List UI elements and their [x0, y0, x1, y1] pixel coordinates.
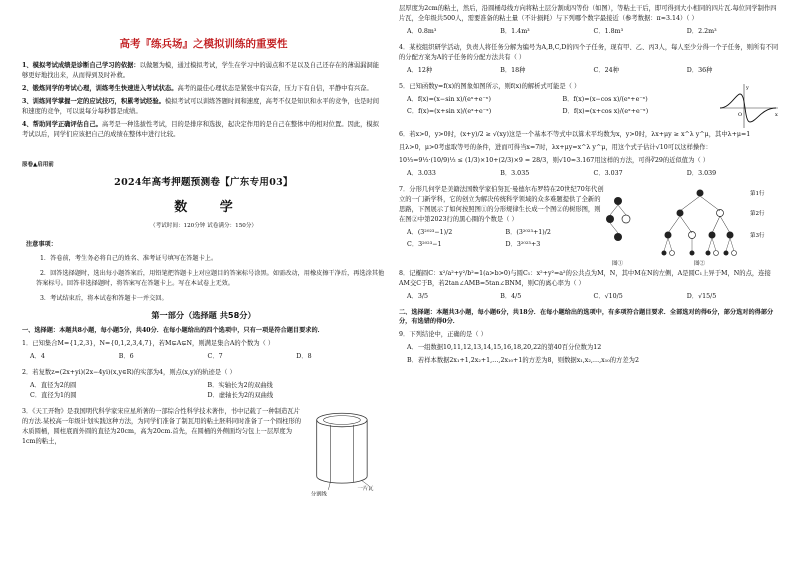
- part-one-title: 第一部分（选择题 共58分）: [151, 310, 256, 320]
- question-3-block: [22, 407, 385, 499]
- option-b: B．4/5: [500, 293, 522, 300]
- section-two-header: 二、选择题：本题共3小题，每小题6分，共18分．在每小题给出的选项中，有多项符合题目要求．全部选对的得6分，部分选对的得部分分，有选错的得0分．: [399, 309, 774, 325]
- question-7-options-row1: [399, 228, 604, 238]
- option-c: C．24种: [593, 67, 619, 74]
- exam-title: 2024年高考押题预测卷【广东专用03】: [114, 177, 293, 188]
- tip-label: 2、锻炼同学的考试心理，训练考生快速进入考试状态。: [22, 85, 178, 92]
- option-a: A．0.8m³: [407, 28, 437, 35]
- option-d: D．8: [296, 353, 312, 360]
- question-9-option-b: B．若样本数据2x₁+1,2x₂+1,…,2x₁₀+1的方差为8，则数据x₁,x₂,…,x₁₀的方差为2: [407, 357, 639, 364]
- row-3-label: 第3行: [750, 233, 765, 239]
- option-b: B．6: [118, 353, 134, 360]
- question-3: 3．《天工开物》是我国明代科学家宋应星所著的一部综合性科学技术著作，书中记载了一种制造瓦片的方法.某校高一年级计划实践这种方法，为同学们准备了制瓦用的粘土胚料同时准备了一个圆柱形的木质圆桶，圆柱底面外圆的直径为20cm，高为20cm.首先，在圆桶的外侧面均匀包上一层厚度为1cm的粘土，: [22, 408, 302, 445]
- question-3-continued: 层厚度为2cm的粘土，然后，沿圆桶母线方向将粘土层分割成四等份（如图），等粘土干后，即可得到大小相同的四片瓦.每位同学制作四片瓦，全年级共500人，需要准备的粘土量（不计损耗）与下列哪个数字最接近（参考数据：π≈3.14）（ ）: [399, 5, 777, 22]
- confidential-mark: 原卷▲启用前: [22, 162, 54, 168]
- option-b: B．f(x)=(x−cos x)/(eˣ+e⁻ˣ): [562, 96, 648, 103]
- notice-2: 2．回答选择题时，选出每小题答案后，用铅笔把答题卡上对应题目的答案标号涂黑。如需改动，用橡皮擦干净后，再选涂其他答案标号。回答非选择题时，将答案写在答题卡上。写在本试卷上无效。: [36, 270, 385, 287]
- row-2-label: 第2行: [750, 211, 765, 217]
- option-d: D．虚轴长为2的双曲线: [207, 392, 274, 399]
- option-c: C．7: [207, 353, 223, 360]
- subject-title: 数 学: [174, 200, 247, 215]
- option-a: A．4: [30, 353, 45, 360]
- question-6-line2: 且λ>0，μ>0考虑取等号的条件，进而可得当x=7时，λx+μy=x^λ y^μ，用这个式子估计√10可以这样操作：: [399, 144, 712, 151]
- origin-label: O: [738, 112, 743, 118]
- option-b: B．1.4m³: [500, 28, 530, 35]
- function-graph-figure: [718, 82, 780, 130]
- question-7-options-row2: [399, 240, 604, 250]
- fractal-tree-figure: [604, 185, 774, 269]
- notice-3: 3．考试结束后，将本试卷和答题卡一并交回。: [40, 295, 168, 302]
- cut-line-label: 分割线: [311, 491, 328, 498]
- y-axis-label: y: [746, 85, 749, 91]
- question-3-options: [399, 27, 780, 37]
- question-8: 8．记椭圆C：x²/a²+y²/b²=1(a>b>0)与圆C₁：x²+y²=a²的公共点为M，N，其中M在N的左侧，A是圆C₁上异于M，N的点，连接AM交C于B，若2tan∠AMB=5tan∠BNM，则C的离心率为（ ）: [399, 270, 771, 287]
- option-d: D．√15/5: [686, 293, 717, 300]
- question-8-options: [399, 292, 780, 302]
- tip-label: 3、训练同学掌握一定的应试技巧，积累考试经验。: [22, 98, 165, 105]
- question-9-option-a: A．一组数据10,11,12,13,14,15,16,18,20,22的第40百分位数为12: [407, 344, 602, 351]
- question-5: 5．已知函数y=f(x)的图象如图所示，则f(x)的解析式可能是（ ）: [399, 83, 581, 90]
- option-c: C．f(x)=(x+sin x)/(eˣ+e⁻ˣ): [407, 108, 492, 115]
- question-4-options: [399, 66, 780, 76]
- tip-4: [22, 120, 385, 140]
- question-2-options-row1: [22, 381, 385, 391]
- option-a: A．3/5: [407, 293, 428, 300]
- option-c: C．3.037: [593, 170, 623, 177]
- notice-header: 注意事项：: [26, 241, 57, 248]
- option-a: A．(3²⁰²³−1)/2: [407, 229, 453, 236]
- tile-label: 一片瓦: [357, 485, 374, 492]
- tip-2: [22, 84, 385, 94]
- option-b: B．18种: [500, 67, 526, 74]
- option-b: B．3.035: [500, 170, 530, 177]
- option-d: D．2.2m³: [686, 28, 717, 35]
- right-page: [397, 0, 794, 562]
- row-1-label: 第1行: [750, 191, 765, 197]
- option-c: C．直径为1的圆: [30, 392, 77, 399]
- tip-text: 高考的最佳心理状态是紧张中有兴奋，压力下有自信，平静中有兴奋。: [177, 85, 373, 92]
- figure-2-label: 图②: [694, 261, 706, 267]
- option-c: C．√10/5: [593, 293, 623, 300]
- banner-title: 高考『练兵场』之模拟训练的重要性: [119, 38, 288, 50]
- notice-1: 1．答卷前，考生务必将自己的姓名、准考证号填写在答题卡上。: [40, 255, 218, 262]
- question-9: 9．下列结论中，正确的是（ ）: [399, 331, 487, 338]
- option-d: D．f(x)=(x+cos x)/(eˣ+e⁻ˣ): [562, 108, 649, 115]
- section-one-header: 一、选择题：本题共8小题，每小题5分，共40分．在每小题给出的四个选项中，只有一项是符合题目要求的．: [22, 327, 324, 334]
- option-a: A．12种: [407, 67, 433, 74]
- tip-text: 高考是一种选拔性考试，目的是排序和选拔，起决定作用的是自己在整体中的相对位置。因此，模拟考试以后，同学们应该把自己的成绩在整体中进行比较。: [22, 121, 380, 138]
- question-6-line3: 10⅓=9⅓·(10/9)⅓ ≤ (1/3)×10+(2/3)×9 = 28/3，则√10≈3.167用这样的方法，可得∛29的近似值为（ ）: [399, 157, 709, 164]
- cylinder-figure: [307, 407, 385, 499]
- option-d: D．3.039: [686, 170, 717, 177]
- option-a: A．3.033: [407, 170, 436, 177]
- option-d: D．36种: [686, 67, 713, 74]
- option-b: B．(3²⁰²³+1)/2: [505, 229, 551, 236]
- option-a: A．f(x)=(x−sin x)/(eˣ+e⁻ˣ): [407, 96, 491, 103]
- tip-text: 模拟考试可以训练答题时间和速度，高考不仅是知识和水平的竞争，也是时间和速度的竞争，可以说每分每秒都是成绩。: [22, 98, 380, 115]
- tip-3: [22, 97, 385, 117]
- option-c: C．3²⁰²³−1: [407, 241, 442, 248]
- question-7: 7．分形几何学是美籍法国数学家伯努瓦·曼德尔布罗特在20世纪70年代创立的一门新学科，它的创立为解决传统科学领域的众多难题提供了全新的思路，下图展示了如何按照图①的分形规律生长成一个图②的树形图，则在图②中第2023行的黑心圈的个数是（ ）: [399, 186, 604, 223]
- question-7-block: [399, 185, 780, 269]
- question-5-options-row1: [399, 95, 718, 105]
- option-b: B．实轴长为2的双曲线: [207, 382, 273, 389]
- question-5-block: [399, 82, 780, 130]
- option-d: D．3²⁰²³+3: [505, 241, 541, 248]
- exam-time-line: （考试时间：120分钟 试卷满分：150分）: [149, 223, 258, 229]
- tip-1: [22, 61, 385, 81]
- question-1: 1．已知集合M={1,2,3}，N={0,1,2,3,4,7}，若M⊊A⊊N，则满足集合A的个数为（ ）: [22, 340, 275, 347]
- option-c: C．1.8m³: [593, 28, 624, 35]
- question-1-options: [22, 352, 385, 362]
- question-6-line1: 6．若x>0，y>0时，(x+y)/2 ≥ √(xy)这是一个基本不等式中以算术平均数为x，y>0时，λx+μy ≥ x^λ y^μ，其中λ+μ=1: [399, 131, 751, 138]
- x-axis-label: x: [775, 112, 778, 118]
- question-2-options-row2: [22, 391, 385, 401]
- question-6-options: [399, 169, 780, 179]
- tip-label: 4、帮助同学正确评估自己。: [22, 121, 102, 128]
- option-a: A．直径为2的圆: [30, 382, 77, 389]
- question-4: 4．某校组织研学活动，负责人将任务分解为编号为A,B,C,D的四个子任务，现有甲、乙、丙3人，每人至少分得一个子任务，则所有不同的分配方案为A的子任务的分配方法共有（ ）: [399, 44, 779, 61]
- tip-label: 1、模拟考试成绩是诊断自己学习的依据：: [22, 62, 140, 69]
- question-2: 2．若复数z=(2x+yi)(2x−4yi)(x,y∈R)的实部为4，则点(x,y)的轨迹是（ ）: [22, 369, 236, 376]
- question-5-options-row2: [399, 107, 718, 117]
- figure-1-label: 图①: [612, 261, 624, 267]
- tip-text: 以做题为模，通过模拟考试，学生在学习中的弱点和不足以及自己还存在的薄弱漏洞能够更好地找出来，从而得到及时补救。: [22, 62, 380, 79]
